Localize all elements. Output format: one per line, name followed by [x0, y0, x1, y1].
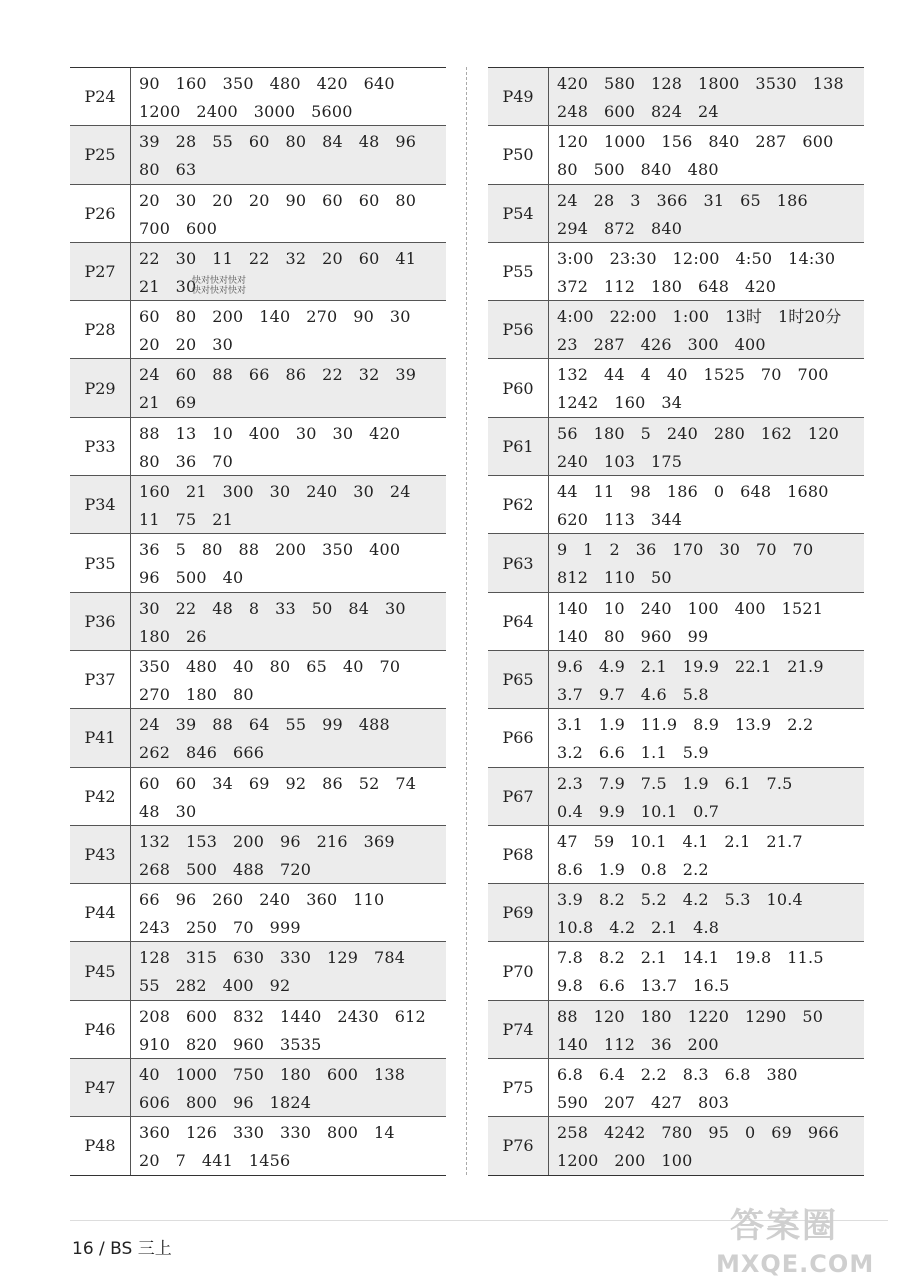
page-number-label: P75: [488, 1059, 549, 1116]
page-number-label: P61: [488, 418, 549, 475]
page-number-label: P33: [70, 418, 131, 475]
answer-line: 24 60 88 66 86 22 32 39: [139, 365, 417, 385]
answer-values: [131, 826, 446, 883]
answer-row: [70, 651, 446, 709]
answer-line: 812 110 50: [557, 568, 672, 588]
answer-row: [70, 418, 446, 476]
answer-line: 9 1 2 36 170 30 70 70: [557, 540, 814, 560]
answer-row: [488, 126, 864, 184]
answer-row: [488, 884, 864, 942]
answer-line: 6.8 6.4 2.2 8.3 6.8 380: [557, 1065, 798, 1085]
answer-line: 3.9 8.2 5.2 4.2 5.3 10.4: [557, 890, 803, 910]
page-number-label: P50: [488, 126, 549, 183]
watermark-site-url: MXQE.COM: [716, 1250, 875, 1278]
page-number-label: P60: [488, 359, 549, 416]
answer-row: [488, 826, 864, 884]
answer-row: [488, 1001, 864, 1059]
answer-line: 128 315 630 330 129 784: [139, 948, 406, 968]
answer-values: [549, 243, 864, 300]
answer-line: 606 800 96 1824: [139, 1093, 312, 1113]
answer-values: [131, 1117, 446, 1174]
answer-line: 120 1000 156 840 287 600: [557, 132, 834, 152]
answer-line: 350 480 40 80 65 40 70: [139, 656, 401, 676]
answer-values: [131, 243, 446, 300]
answer-values: [549, 68, 864, 125]
answer-line: 24 28 3 366 31 65 186: [557, 190, 808, 210]
answer-values: [131, 942, 446, 999]
page-number-label: P42: [70, 768, 131, 825]
answer-row: [70, 593, 446, 651]
answer-line: 20 7 441 1456: [139, 1151, 291, 1171]
answer-row: [488, 476, 864, 534]
answer-row: [488, 534, 864, 592]
answer-row: [70, 126, 446, 184]
answer-row: [70, 1001, 446, 1059]
answer-row: [488, 651, 864, 709]
answer-row: [488, 942, 864, 1000]
answer-row: [488, 709, 864, 767]
page-number-label: P25: [70, 126, 131, 183]
answer-line: 360 126 330 330 800 14: [139, 1123, 395, 1143]
answer-line: 132 44 4 40 1525 70 700: [557, 365, 829, 385]
page-number-label: P56: [488, 301, 549, 358]
page-number-label: P36: [70, 593, 131, 650]
answer-line: 590 207 427 803: [557, 1093, 730, 1113]
answer-row: [70, 942, 446, 1000]
answer-values: [549, 884, 864, 941]
answer-row: [488, 359, 864, 417]
answer-row: [70, 768, 446, 826]
answer-line: 240 103 175: [557, 451, 683, 471]
answer-values: [131, 1001, 446, 1058]
answer-line: 294 872 840: [557, 218, 683, 238]
answer-values: [131, 593, 446, 650]
answer-row: [488, 1059, 864, 1117]
answer-table-right: [488, 67, 864, 1176]
page-number-label: P68: [488, 826, 549, 883]
page-number-label: P63: [488, 534, 549, 591]
answer-row: [488, 418, 864, 476]
answer-line: 96 500 40: [139, 568, 244, 588]
page-number-label: P43: [70, 826, 131, 883]
answer-line: 88 120 180 1220 1290 50: [557, 1006, 824, 1026]
answer-values: [131, 1059, 446, 1116]
answer-line: 268 500 488 720: [139, 859, 312, 879]
page-number-label: P41: [70, 709, 131, 766]
answer-table-left: [70, 67, 446, 1176]
answer-line: 8.6 1.9 0.8 2.2: [557, 859, 709, 879]
answer-line: 270 180 80: [139, 684, 254, 704]
answer-values: [549, 1117, 864, 1174]
answer-values: [131, 768, 446, 825]
answer-row: [70, 534, 446, 592]
answer-values: [549, 826, 864, 883]
answer-line: 20 30 20 20 90 60 60 80: [139, 190, 417, 210]
answer-row: [70, 185, 446, 243]
answer-line: 55 282 400 92: [139, 976, 291, 996]
answer-row: [70, 709, 446, 767]
answer-values: [131, 359, 446, 416]
answer-line: 2.3 7.9 7.5 1.9 6.1 7.5: [557, 773, 793, 793]
answer-line: 372 112 180 648 420: [557, 276, 777, 296]
answer-line: 48 30: [139, 801, 197, 821]
answer-values: [549, 301, 864, 358]
answer-line: 700 600: [139, 218, 218, 238]
answer-row: [488, 185, 864, 243]
answer-line: 3.2 6.6 1.1 5.9: [557, 743, 709, 763]
answer-line: 420 580 128 1800 3530 138: [557, 74, 844, 93]
answer-line: 90 160 350 480 420 640: [139, 74, 395, 93]
answer-line: 620 113 344: [557, 510, 683, 530]
answer-row: [70, 476, 446, 534]
answer-values: [549, 593, 864, 650]
answer-line: 21 69: [139, 393, 197, 413]
answer-line: 1200 200 100: [557, 1151, 693, 1171]
answer-line: 80 500 840 480: [557, 160, 719, 180]
page-number-label: P48: [70, 1117, 131, 1174]
answer-row: [70, 359, 446, 417]
answer-line: 11 75 21: [139, 510, 233, 530]
page-number-label: P24: [70, 68, 131, 125]
answer-row: [488, 593, 864, 651]
answer-line: 60 80 200 140 270 90 30: [139, 307, 411, 327]
page-number-label: P45: [70, 942, 131, 999]
answer-line: 140 10 240 100 400 1521: [557, 598, 824, 618]
answer-line: 30 22 48 8 33 50 84 30: [139, 598, 406, 618]
answer-line: 22 30 11 22 32 20 60 41: [139, 248, 417, 268]
page-number-label: P26: [70, 185, 131, 242]
answer-line: 1200 2400 3000 5600: [139, 102, 353, 121]
answer-line: 248 600 824 24: [557, 102, 719, 121]
answer-row: [488, 301, 864, 359]
answer-line: 258 4242 780 95 0 69 966: [557, 1123, 839, 1143]
answer-row: [70, 1117, 446, 1175]
answer-values: [131, 185, 446, 242]
answer-line: 910 820 960 3535: [139, 1034, 322, 1054]
page-footer: 16 / BS 三上: [72, 1239, 172, 1259]
answer-line: 9.8 6.6 13.7 16.5: [557, 976, 730, 996]
column-divider: [466, 67, 467, 1175]
page-number-label: P54: [488, 185, 549, 242]
answer-values: [131, 418, 446, 475]
page-number-label: P67: [488, 768, 549, 825]
page-number-label: P65: [488, 651, 549, 708]
page-number-label: P49: [488, 68, 549, 125]
answer-line: 44 11 98 186 0 648 1680: [557, 482, 829, 502]
answer-line: 66 96 260 240 360 110: [139, 890, 385, 910]
answer-values: [131, 301, 446, 358]
answer-line: 24 39 88 64 55 99 488: [139, 715, 390, 735]
answer-row: [70, 826, 446, 884]
answer-values: [549, 651, 864, 708]
page-number-label: P70: [488, 942, 549, 999]
answer-line: 80 63: [139, 160, 197, 180]
watermark-small-text: 快对快对快对 快对快对快对: [192, 276, 247, 296]
answer-values: [131, 126, 446, 183]
answer-row: [488, 243, 864, 301]
page-number-label: P46: [70, 1001, 131, 1058]
answer-row: [70, 1059, 446, 1117]
answer-line: 9.6 4.9 2.1 19.9 22.1 21.9: [557, 656, 824, 676]
answer-line: 208 600 832 1440 2430 612: [139, 1006, 426, 1026]
page-number-label: P47: [70, 1059, 131, 1116]
page-number-label: P55: [488, 243, 549, 300]
answer-line: 23 287 426 300 400: [557, 335, 766, 355]
answer-line: 39 28 55 60 80 84 48 96: [139, 132, 417, 152]
answer-values: [549, 534, 864, 591]
answer-line: 7.8 8.2 2.1 14.1 19.8 11.5: [557, 948, 824, 968]
answer-values: [131, 709, 446, 766]
answer-line: 140 112 36 200: [557, 1034, 719, 1054]
answer-line: 80 36 70: [139, 451, 233, 471]
answer-line: 10.8 4.2 2.1 4.8: [557, 918, 720, 938]
answer-values: [549, 359, 864, 416]
answer-line: 3:00 23:30 12:00 4:50 14:30: [557, 248, 836, 268]
page-number-label: P44: [70, 884, 131, 941]
page-number-label: P64: [488, 593, 549, 650]
answer-values: [549, 418, 864, 475]
answer-values: [549, 768, 864, 825]
answer-row: [70, 884, 446, 942]
answer-line: 88 13 10 400 30 30 420: [139, 423, 401, 443]
page-number-label: P37: [70, 651, 131, 708]
answer-values: [131, 68, 446, 125]
answer-line: 3.7 9.7 4.6 5.8: [557, 684, 709, 704]
answer-values: [549, 185, 864, 242]
answer-line: 60 60 34 69 92 86 52 74: [139, 773, 417, 793]
answer-row: [488, 768, 864, 826]
page-number-label: P35: [70, 534, 131, 591]
answer-values: [549, 709, 864, 766]
answer-line: 36 5 80 88 200 350 400: [139, 540, 401, 560]
answer-values: [131, 534, 446, 591]
page-number-label: P69: [488, 884, 549, 941]
answer-values: [131, 476, 446, 533]
answer-line: 1242 160 34: [557, 393, 683, 413]
page-number-label: P34: [70, 476, 131, 533]
page-number-label: P62: [488, 476, 549, 533]
answer-line: 21 30: [139, 276, 197, 296]
answer-row: [70, 243, 446, 301]
answer-values: [549, 476, 864, 533]
answer-row: [70, 68, 446, 126]
answer-line: 3.1 1.9 11.9 8.9 13.9 2.2: [557, 715, 814, 735]
answer-values: [549, 942, 864, 999]
answer-line: 4:00 22:00 1:00 13时 1时20分: [557, 307, 842, 327]
page-number-label: P76: [488, 1117, 549, 1174]
answer-line: 0.4 9.9 10.1 0.7: [557, 801, 720, 821]
answer-line: 160 21 300 30 240 30 24: [139, 482, 411, 502]
answer-values: [549, 1001, 864, 1058]
page-number-label: P74: [488, 1001, 549, 1058]
answer-line: 140 80 960 99: [557, 626, 709, 646]
answer-line: 40 1000 750 180 600 138: [139, 1065, 406, 1085]
watermark-logo-text: 答案圈: [730, 1206, 838, 1246]
answer-row: [488, 68, 864, 126]
page-number-label: P28: [70, 301, 131, 358]
page-number-label: P66: [488, 709, 549, 766]
answer-row: [70, 301, 446, 359]
answer-values: [549, 1059, 864, 1116]
page-number-label: P29: [70, 359, 131, 416]
answer-line: 243 250 70 999: [139, 918, 301, 938]
answer-values: [549, 126, 864, 183]
answer-line: 56 180 5 240 280 162 120: [557, 423, 839, 443]
answer-line: 262 846 666: [139, 743, 265, 763]
answer-row: [488, 1117, 864, 1175]
answer-line: 47 59 10.1 4.1 2.1 21.7: [557, 831, 803, 851]
page-number-label: P27: [70, 243, 131, 300]
answer-values: [131, 651, 446, 708]
answer-line: 20 20 30: [139, 335, 233, 355]
answer-line: 132 153 200 96 216 369: [139, 831, 395, 851]
answer-values: [131, 884, 446, 941]
answer-line: 180 26: [139, 626, 207, 646]
